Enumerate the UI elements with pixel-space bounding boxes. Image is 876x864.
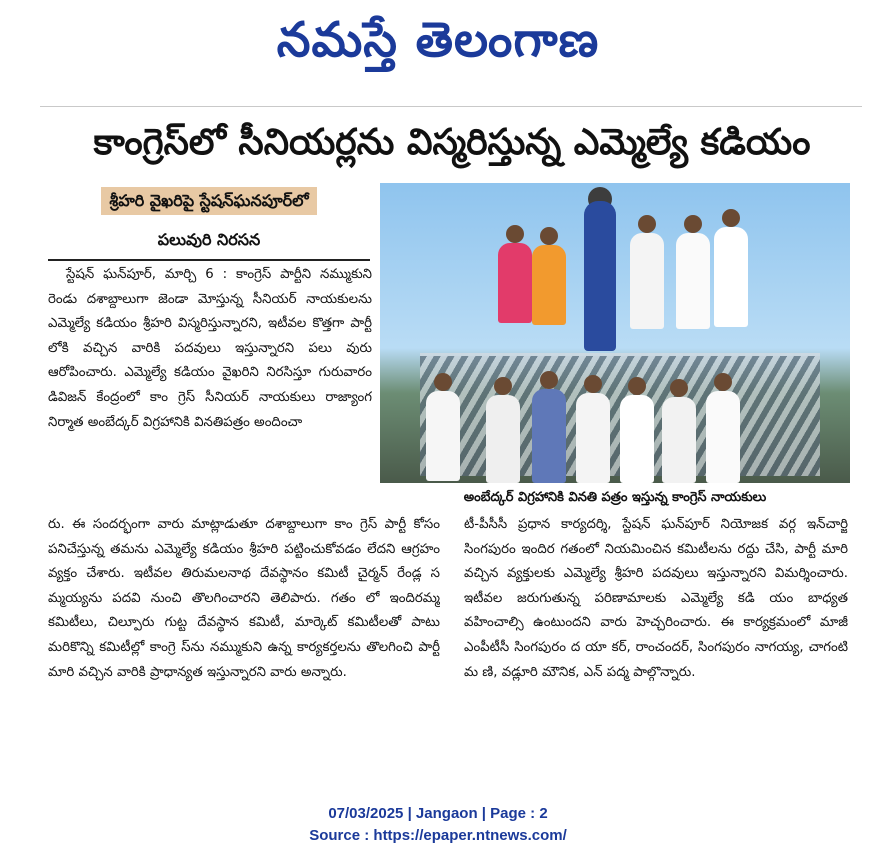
photo-person-head (684, 215, 702, 233)
article-body-column-3: టీ-పీసీసీ ప్రధాన కార్యదర్శి, స్టేషన్ ఘన్‌పూర్ నియోజక వర్గ ఇన్‌చార్జి సింగపురం ఇందిర గతంలో నియమించిన కమిటీలను రద్దు చేసి, పార్టీ మారి వచ్చిన వ్యక్తులకు ఎమ్మెల్యే శ్రీహరి పదవులు ఇస్తున్నారని విమర్శించారు. ఇటీవల జరుగుతున్న పరిణామాలకు ఎమ్మెల్యే కడి యం బాధ్యత వహించాల్సి ఉంటుందని వారు హెచ్చరించారు. ఈ కార్యక్రమంలో మాజీ ఎంపీటీసీ సింగపురం ద యా కర్, రాంచందర్, సింగపురం నాగయ్య, చాగంటి మ ణి, వడ్లూరి మౌనిక, ఎన్ పద్మ పాల్గొన్నారు. (464, 517, 848, 680)
photo-person (620, 395, 654, 483)
edition-info: 07/03/2025 | Jangaon | Page : 2 (328, 805, 548, 822)
photo-person (498, 243, 532, 323)
photo-person-head (494, 377, 512, 395)
article-body-column-2: రు. ఈ సందర్భంగా వారు మాట్లాడుతూ దశాబ్దాలుగా కాం గ్రెస్ పార్టీ కోసం పనిచేస్తున్న తమను ఎమ్మెల్యే కడియం శ్రీహరి పట్టించుకోవడం లేదని ఆగ్రహం వ్యక్తం చేశారు. ఇటీవల తిరుమలనాథ దేవస్థానం కమిటీ చైర్మన్ రేండ్ల స మ్మయ్యను పదవి నుంచి తొలగించారని తెలిపారు. గతం లో ఇందిరమ్మ కమిటీలు, చిల్పూరు గుట్ట దేవస్థాన కమిటీ, మార్కెట్ కమిటీలతో పాటు మరికొన్ని కమిటీల్లో కాంగ్రె స్‌ను నమ్ముకుని ఉన్న కార్యకర్తలను తొలగించి పార్టీ మారి వచ్చిన వారికి ప్రాధాన్యత ఇస్తున్నారని వారు అన్నారు. (48, 517, 440, 680)
photo-person-head (722, 209, 740, 227)
photo-person-head (434, 373, 452, 391)
photo-person (630, 233, 664, 329)
photo-person (532, 389, 566, 483)
photo-person-head (670, 379, 688, 397)
photo-person-head (540, 371, 558, 389)
article-subheadline (48, 185, 370, 257)
subhead-rule (48, 259, 370, 261)
article-headline: కాంగ్రెస్‌లో సీనియర్లను విస్మరిస్తున్న ఎమ్మెల్యే కడియం (93, 122, 811, 163)
photo-person-head (628, 377, 646, 395)
newspaper-masthead: నమస్తే తెలంగాణ (276, 12, 600, 68)
source-link[interactable]: Source : https://epaper.ntnews.com/ (309, 827, 567, 844)
news-clipping (40, 106, 862, 777)
photo-person (486, 395, 520, 483)
subhead-line-2: పలువురి నిరసన (157, 230, 261, 249)
subhead-line-1: శ్రీహరి వైఖరిపై స్టేషన్‌ఘనపూర్‌లో (101, 187, 316, 215)
photo-person-head (714, 373, 732, 391)
photo-person-head (638, 215, 656, 233)
article-photo (380, 183, 850, 483)
photo-person (706, 391, 740, 483)
article-body-column-1: స్టేషన్ ఘన్‌పూర్, మార్చి 6 : కాంగ్రెస్ పార్టీని నమ్ముకుని రెండు దశాబ్దాలుగా జెండా మోస్తున్న సీనియర్ నాయకులను ఎమ్మెల్యే కడియం శ్రీహరి విస్మరిస్తున్నారని, ఇటీవల కొత్తగా పార్టీ లోకి వచ్చిన వారికి పదవులు ఇస్తున్నారని పలు వురు ఆరోపించారు. ఎమ్మెల్యే కడియం వైఖరిని నిరసిస్తూ గురువారం డివిజన్ కేంద్రంలో కాం గ్రెస్ సీనియర్ నాయకులు రాజ్యాంగ నిర్మాత అంబేద్కర్ విగ్రహానికి వినతిపత్రం అందించా (48, 267, 372, 430)
photo-person-head (506, 225, 524, 243)
ambedkar-statue (584, 201, 616, 351)
photo-person (426, 391, 460, 481)
photo-person-head (540, 227, 558, 245)
photo-person (714, 227, 748, 327)
photo-person (576, 393, 610, 483)
photo-caption: అంబేద్కర్ విగ్రహానికి వినతి పత్రం ఇస్తున్న కాంగ్రెస్ నాయకులు (463, 490, 767, 505)
photo-person (532, 245, 566, 325)
photo-person (676, 233, 710, 329)
photo-person-head (584, 375, 602, 393)
photo-person (662, 397, 696, 483)
